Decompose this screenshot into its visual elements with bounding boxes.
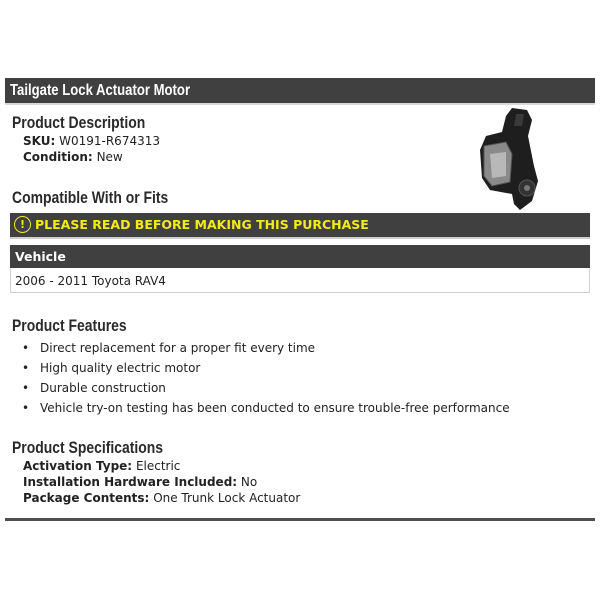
- spec-activation-type: Activation Type: Electric: [23, 459, 181, 473]
- sku-line: SKU: W0191-R674313: [23, 134, 160, 148]
- spec-installation-hardware: Installation Hardware Included: No: [23, 475, 258, 489]
- specs-heading: Product Specifications: [12, 438, 164, 457]
- product-description-heading: Product Description: [12, 113, 146, 132]
- list-item: • High quality electric motor: [22, 361, 200, 375]
- page-title: Tailgate Lock Actuator Motor: [10, 82, 191, 99]
- vehicle-table-header: Vehicle: [10, 245, 590, 268]
- list-item: • Vehicle try-on testing has been conducted to ensure trouble-free performance: [22, 401, 510, 415]
- features-heading: Product Features: [12, 316, 127, 335]
- condition-line: Condition: New: [23, 150, 123, 164]
- table-row: 2006 - 2011 Toyota RAV4: [10, 269, 590, 293]
- list-item: • Durable construction: [22, 381, 166, 395]
- product-image: [472, 106, 552, 212]
- warning-text: PLEASE READ BEFORE MAKING THIS PURCHASE: [35, 217, 369, 232]
- bottom-divider: [5, 518, 595, 521]
- title-bar: [5, 78, 595, 105]
- purchase-warning-banner[interactable]: [10, 213, 590, 239]
- warning-icon: !: [14, 216, 31, 233]
- list-item: • Direct replacement for a proper fit every time: [22, 341, 315, 355]
- spec-package-contents: Package Contents: One Trunk Lock Actuator: [23, 491, 301, 505]
- compatible-heading: Compatible With or Fits: [12, 188, 169, 207]
